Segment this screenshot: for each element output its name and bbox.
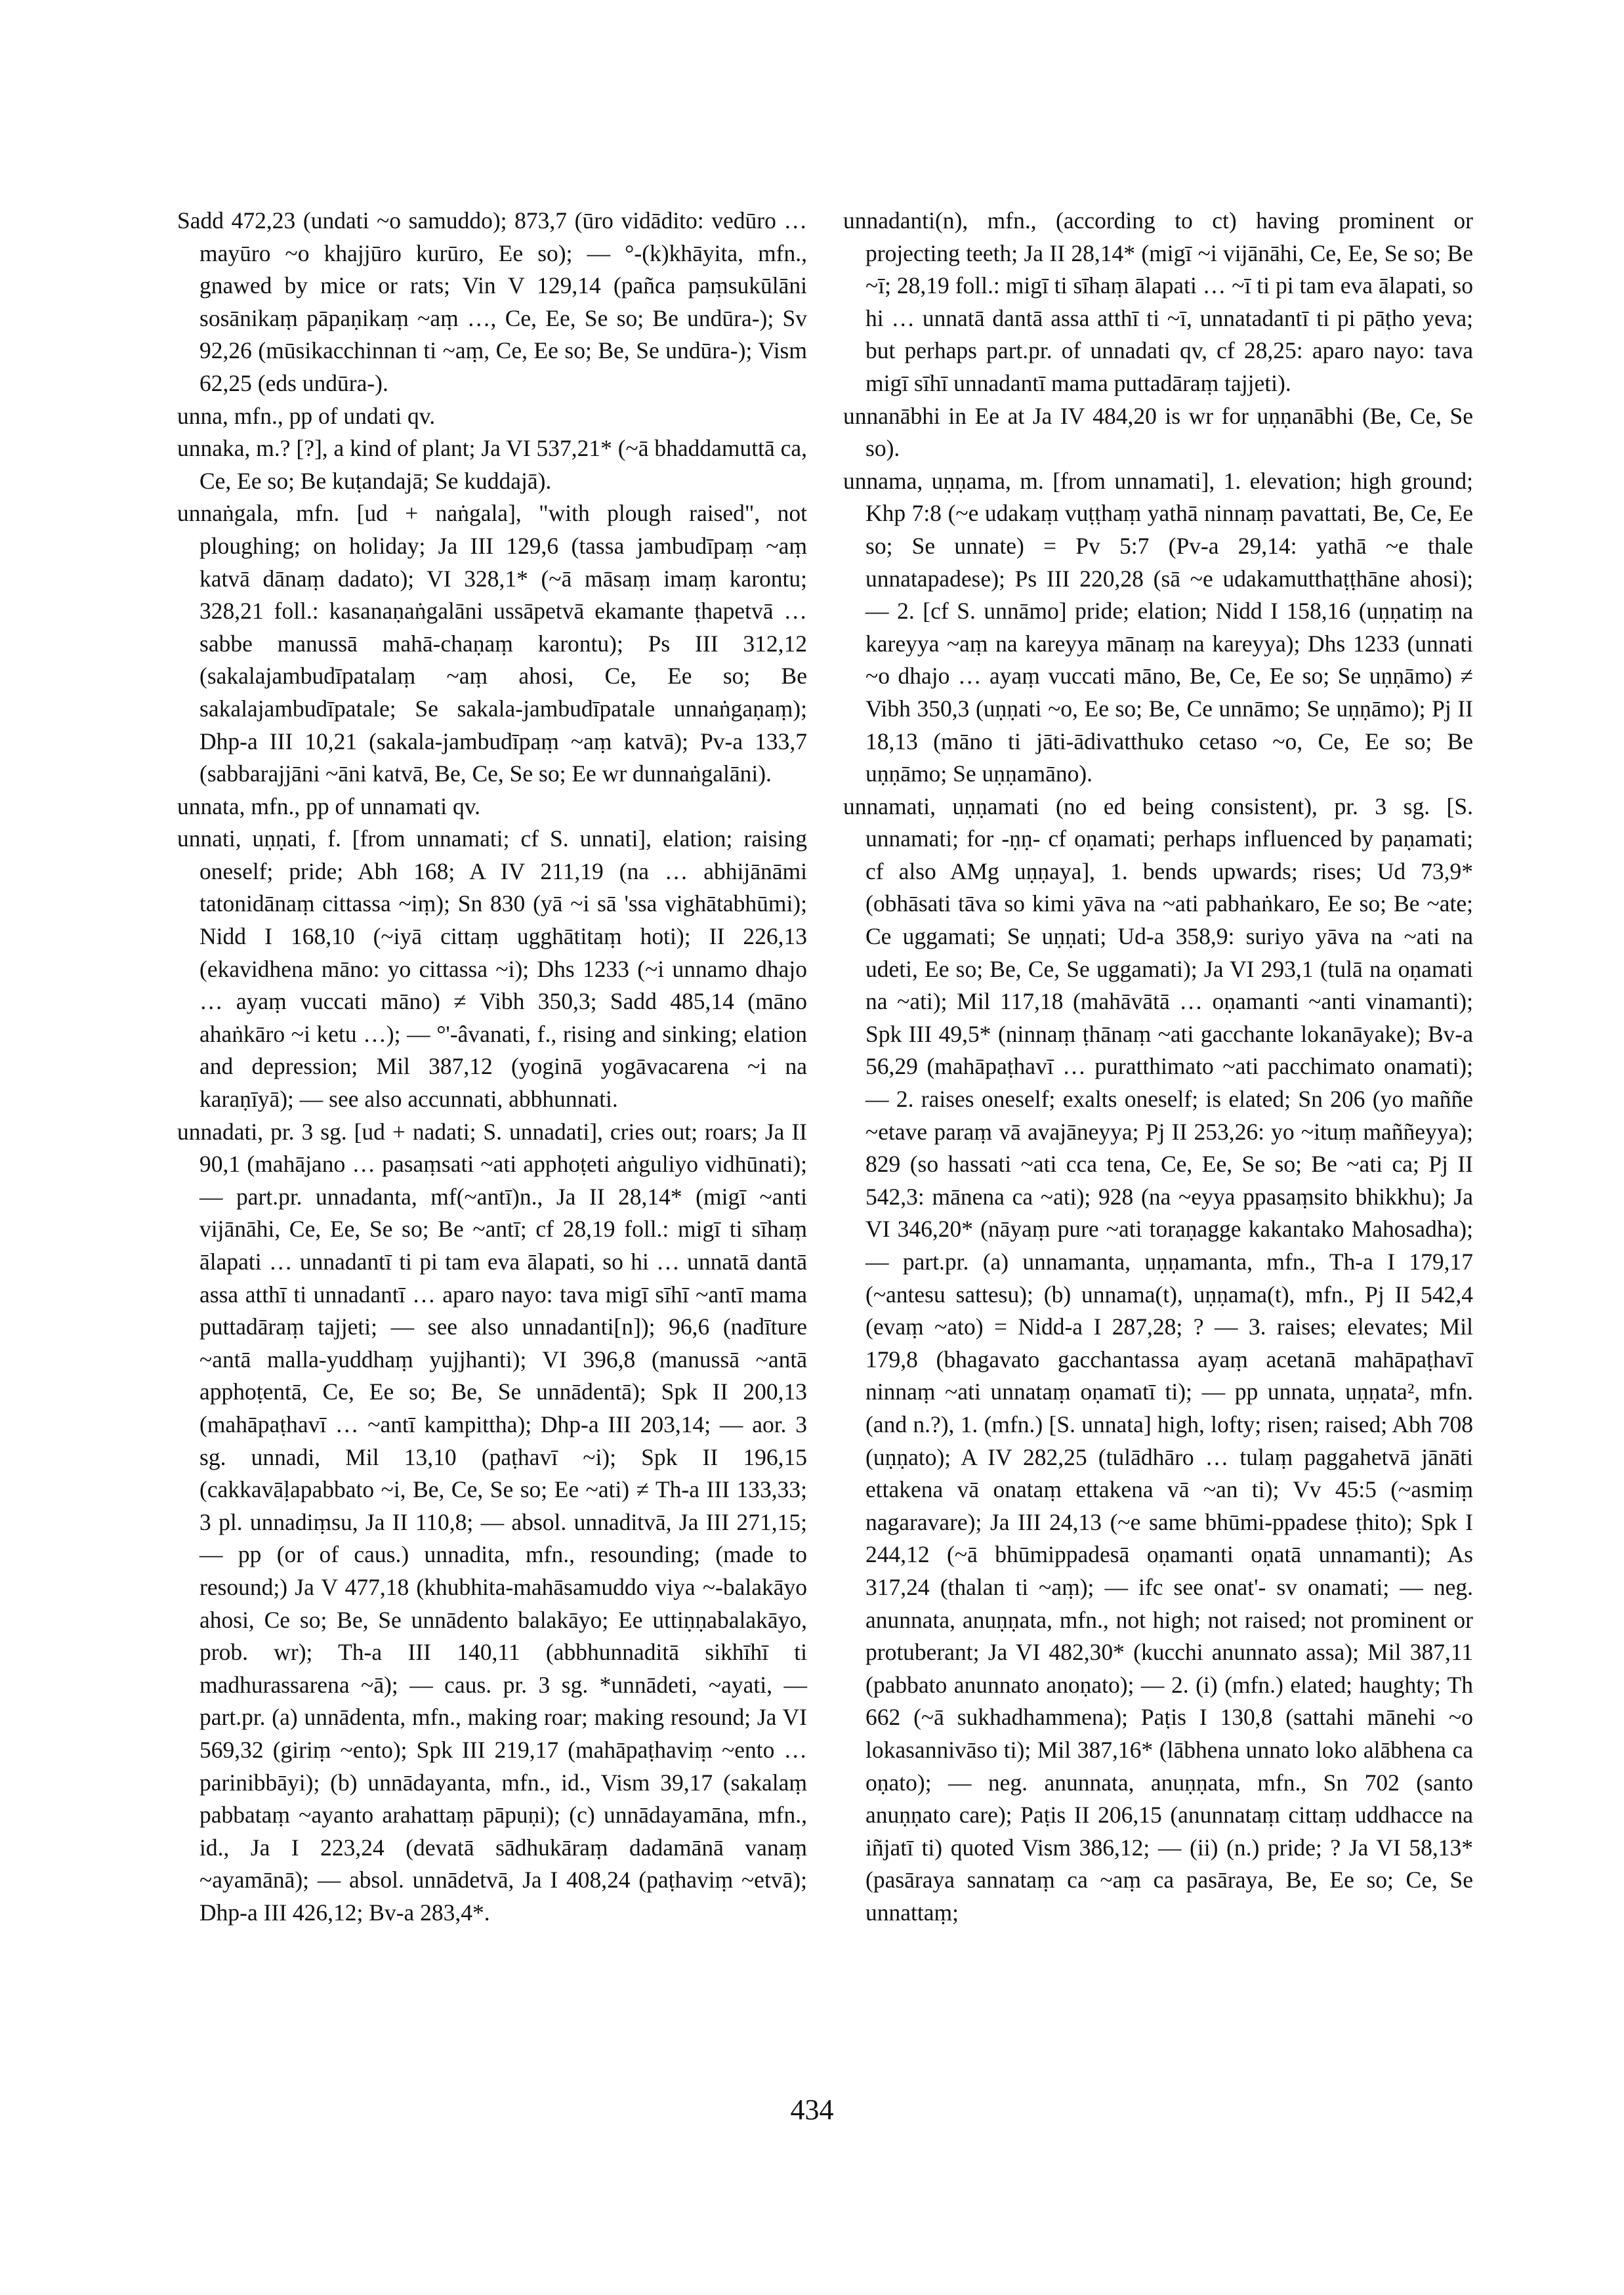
entry-unnama: unnama, uṇṇama, m. [from unnamati], 1. elevation; high ground; Khp 7:8 (~e udakaṃ vuṭṭhaṃ yathā ninnaṃ pavattati, Be, Ce, Ee so; Se unnate) = Pv 5:7 (Pv-a 29,14: yathā ~e thale unnatapadese); Ps III 220,28 (sā ~e udakamutthaṭṭhāne ahosi); — 2. [cf S. unnāmo] pride; elation; Nidd I 158,16 (uṇṇatiṃ na kareyya ~aṃ na kareyya mānaṃ na kareyya); Dhs 1233 (unnati ~o dhajo … ayaṃ vuccati māno, Be, Ce, Ee so; Se uṇṇāmo) ≠ Vibh 350,3 (uṇṇati ~o, Ee so; Be, Ce unnāmo; Se uṇṇāmo); Pj II 18,13 (māno ti jāti-ādivatthuko cetaso ~o, Ce, Ee so; Be uṇṇāmo; Se uṇṇamāno). — [843, 467, 1473, 787]
entry-unna: unna, mfn., pp of undati qv. — [177, 402, 436, 429]
entry-unnati: unnati, uṇṇati, f. [from unnamati; cf S. unnati], elation; raising oneself; pride; Abh 168; A IV 211,19 (na … abhijānāmi tatonidānaṃ cittassa ~iṃ); Sn 830 (yā ~i sā 'ssa vighātabhūmi); Nidd I 168,10 (~iyā cittaṃ ugghātitaṃ hoti); II 226,13 (ekavidhena māno: yo cittassa ~i); Dhs 1233 (~i unnamo dhajo … ayaṃ vuccati māno) ≠ Vibh 350,3; Sadd 485,14 (māno ahaṅkāro ~i ketu …); — °'-âvanati, f., rising and sinking; elation and depression; Mil 387,12 (yoginā yogāvacarena ~i na karaṇīyā); — see also accunnati, abbhunnati. — [177, 825, 807, 1113]
entry-unnaka: unnaka, m.? [?], a kind of plant; Ja VI 537,21* (~ā bhaddamuttā ca, Ce, Ee so; Be kuṭandajā; Se kuddajā). — [177, 435, 807, 494]
entry-unnata: unnata, mfn., pp of unnamati qv. — [177, 793, 481, 819]
entry-undura-continued: Sadd 472,23 (undati ~o samuddo); 873,7 (ūro vidādito: vedūro … mayūro ~o khajjūro kurūro, Ee so); — °-(k)khāyita, mfn., gnawed by mice or rats; Vin V 129,14 (pañca paṃsukūlāni sosānikaṃ pāpaṇikaṃ ~aṃ …, Ce, Ee, Se so; Be undūra-); Sv 92,26 (mūsikacchinnan ti ~aṃ, Ce, Ee so; Be, Se undūra-); Vism 62,25 (eds undūra-). — [177, 207, 807, 396]
left-column — [177, 205, 807, 1929]
entry-unnadantin: unnadanti(n), mfn., (according to ct) having prominent or projecting teeth; Ja II 28,14* (migī ~i vijānāhi, Ce, Ee, Se so; Be ~ī; 28,19 foll.: migī ti sīhaṃ ālapati … ~ī ti pi tam eva ālapati, so hi … unnatā dantā assa atthī ti ~ī, unnatadantī ti pi pāṭho yeva; but perhaps part.pr. of unnadati qv, cf 28,25: aparo nayo: tava migī sīhī unnadantī mama puttadāraṃ tajjeti). — [843, 207, 1473, 396]
right-column — [843, 205, 1473, 1929]
entry-unnangala: unnaṅgala, mfn. [ud + naṅgala], "with plough raised", not ploughing; on holiday; Ja III 129,6 (tassa jambudīpaṃ ~aṃ katvā dānaṃ dadato); VI 328,1* (~ā māsaṃ imaṃ karontu; 328,21 foll.: kasanaṇaṅgalāni ussāpetvā ekamante ṭhapetvā … sabbe manussā mahā-chaṇaṃ karontu); Ps III 312,12 (sakalajambudīpatalaṃ ~aṃ ahosi, Ce, Ee so; Be sakalajambudīpatale; Se sakala-jambudīpatale unnaṅgaṇaṃ); Dhp-a III 10,21 (sakala-jambudīpaṃ ~aṃ katvā); Pv-a 133,7 (sabbarajjāni ~āni katvā, Be, Ce, Se so; Ee wr dunnaṅgalāni). — [177, 500, 807, 787]
page-number: 434 — [790, 2094, 834, 2126]
entry-unnadati: unnadati, pr. 3 sg. [ud + nadati; S. unnadati], cries out; roars; Ja II 90,1 (mahājano … pasaṃsati ~ati apphoṭeti aṅguliyo vidhūnati); — part.pr. unnadanta, mf(~antī)n., Ja II 28,14* (migī ~anti vijānāhi, Ce, Ee, Se so; Be ~antī; cf 28,19 foll.: migī ti sīhaṃ ālapati … unnadantī ti pi tam eva ālapati, so hi … unnatā dantā assa atthī ti unnadantī … aparo nayo: tava migī sīhī ~antī mama puttadāraṃ tajjeti; — see also unnadanti[n]); 96,6 (nadīture ~antā malla-yuddhaṃ yujjhanti); VI 396,8 (manussā ~antā apphoṭentā, Ce, Ee so; Be, Se unnādentā); Spk II 200,13 (mahāpaṭhavī … ~antī kampittha); Dhp-a III 203,14; — aor. 3 sg. unnadi, Mil 13,10 (paṭhavī ~i); Spk II 196,15 (cakkavāḷapabbato ~i, Be, Ce, Se so; Ee ~ati) ≠ Th-a III 133,33; 3 pl. unnadiṃsu, Ja II 110,8; — absol. unnaditvā, Ja III 271,15; — pp (or of caus.) unnadita, mfn., resounding; (made to resound;) Ja V 477,18 (khubhita-mahāsamuddo viya ~-balakāyo ahosi, Ce so; Be, Se unnādento balakāyo; Ee uttiṇṇabalakāyo, prob. wr); Th-a III 140,11 (abbhunnaditā sikhīhī ti madhurassarena ~ā); — caus. pr. 3 sg. *unnādeti, ~ayati, — part.pr. (a) unnādenta, mfn., making roar; making resound; Ja VI 569,32 (giriṃ ~ento); Spk III 219,17 (mahāpaṭhaviṃ ~ento … parinibbāyi); (b) unnādayanta, mfn., id., Vism 39,17 (sakalaṃ pabbataṃ ~ayanto arahattaṃ pāpuṇi); (c) unnādayamāna, mfn., id., Ja I 223,24 (devatā sādhukāraṃ dadamānā vanaṃ ~ayamānā); — absol. unnādetvā, Ja I 408,24 (paṭhaviṃ ~etvā); Dhp-a III 426,12; Bv-a 283,4*. — [177, 1118, 807, 1926]
entry-unnamati: unnamati, uṇṇamati (no ed being consistent), pr. 3 sg. [S. unnamati; for -ṇṇ- cf oṇamati; perhaps influenced by paṇamati; cf also AMg uṇṇaya], 1. bends upwards; rises; Ud 73,9* (obhāsati tāva so kimi yāva na ~ati pabhaṅkaro, Ee so; Be ~ate; Ce uggamati; Se uṇṇati; Ud-a 358,9: suriyo yāva na ~ati na udeti, Ee so; Be, Ce, Se uggamati); Ja VI 293,1 (tulā na oṇamati na ~ati); Mil 117,18 (mahāvātā … oṇamanti ~anti vinamanti); Spk III 49,5* (ninnaṃ ṭhānaṃ ~ati gacchante lokanāyake); Bv-a 56,29 (mahāpaṭhavī … puratthimato ~ati pacchimato onamati); — 2. raises oneself; exalts oneself; is elated; Sn 206 (yo maññe ~etave paraṃ vā avajāneyya; Pj II 253,26: yo ~ituṃ maññeyya); 829 (so hassati ~ati cca tena, Ce, Ee, Se so; Be ~ati ca; Pj II 542,3: mānena ca ~ati); 928 (na ~eyya ppasaṃsito bhikkhu); Ja VI 346,20* (nāyaṃ pure ~ati toraṇagge kakantako Mahosadha); — part.pr. (a) unnamanta, uṇṇamanta, mfn., Th-a I 179,17 (~antesu sattesu); (b) unnama(t), uṇṇama(t), mfn., Pj II 542,4 (evaṃ ~ato) = Nidd-a I 287,28; ? — 3. raises; elevates; Mil 179,8 (bhagavato gacchantassa ayaṃ acetanā mahāpaṭhavī ninnaṃ ~ati unnataṃ oṇamatī ti); — pp unnata, uṇṇata², mfn. (and n.?), 1. (mfn.) [S. unnata] high, lofty; risen; raised; Abh 708 (uṇṇato); A IV 282,25 (tulādhāro … tulaṃ paggahetvā jānāti ettakena vā onataṃ ettakena vā ~an ti); Vv 45:5 (~asmiṃ nagaravare); Ja III 24,13 (~e same bhūmi-ppadese ṭhito); Spk I 244,12 (~ā bhūmippadesā oṇamanti oṇatā unnamanti); As 317,24 (thalan ti ~aṃ); — ifc see onat'- sv onamati; — neg. anunnata, anuṇṇata, mfn., not high; not raised; not prominent or protuberant; Ja VI 482,30* (kucchi anunnato assa); Mil 387,11 (pabbato anunnato anoṇato); — 2. (i) (mfn.) elated; haughty; Th 662 (~ā sukhadhammena); Paṭis I 130,8 (sattahi mānehi ~o lokasannivāso ti); Mil 387,16* (lābhena unnato loko alābhena ca oṇato); — neg. anunnata, anuṇṇata, mfn., Sn 702 (santo anuṇṇato care); Paṭis II 206,15 (anunnataṃ cittaṃ uddhacce na iñjatī ti) quoted Vism 386,12; — (ii) (n.) pride; ? Ja VI 58,13* (pasāraya sannataṃ ca ~aṃ ca pasāraya, Be, Ee so; Ce, Se unnattaṃ; — [843, 793, 1473, 1926]
entry-unnanabhi: unnanābhi in Ee at Ja IV 484,20 is wr for uṇṇanābhi (Be, Ce, Se so). — [843, 402, 1473, 462]
